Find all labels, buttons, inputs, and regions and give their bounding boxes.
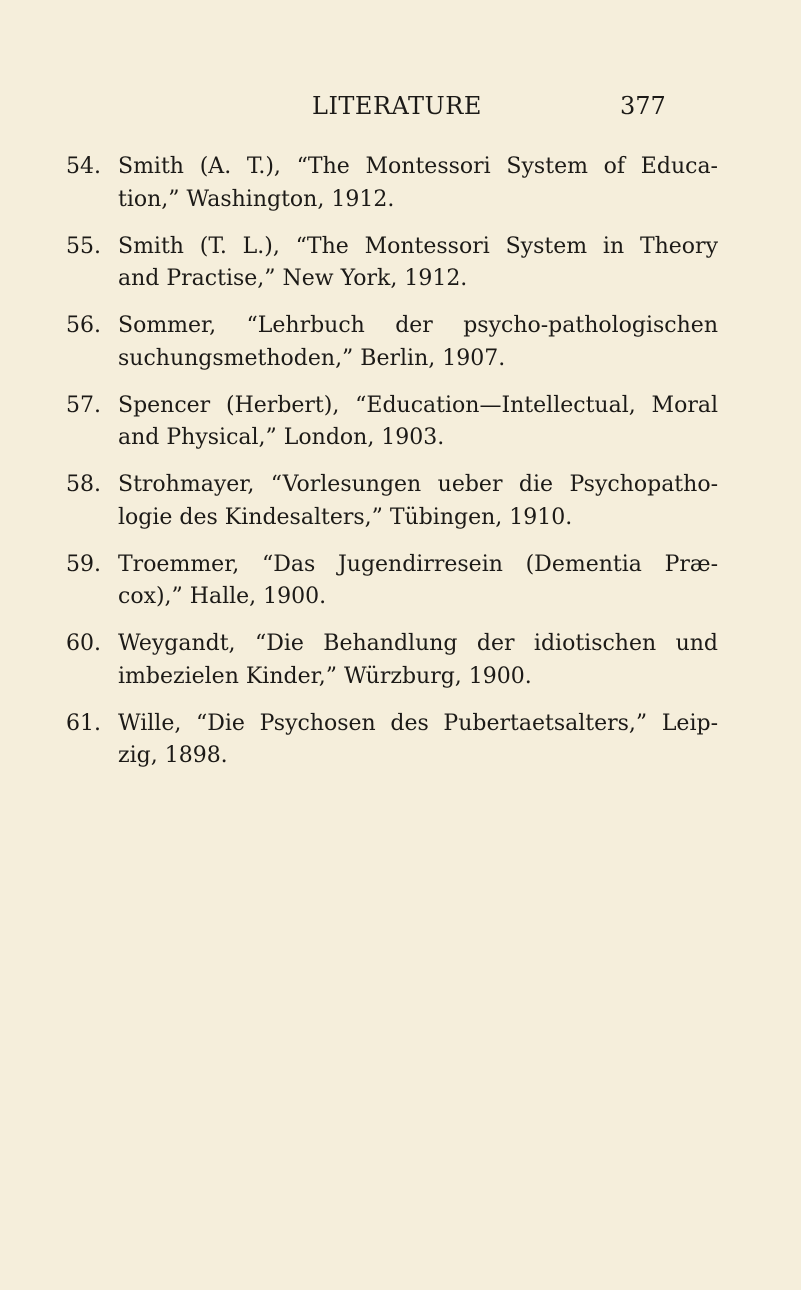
reference-text-line: zig, 1898. xyxy=(118,743,228,768)
reference-text-line: Strohmayer, “Vorlesungen ueber die Psychopatho- xyxy=(118,472,718,497)
page-number: 377 xyxy=(620,92,666,120)
reference-text-line: Spencer (Herbert), “Education—Intellectual, Moral xyxy=(118,392,718,418)
reference-text-line: Smith (T. L.), “The Montessori System in Theory xyxy=(118,233,718,259)
reference-text-line: and Practise,” New York, 1912. xyxy=(118,266,468,291)
reference-entry xyxy=(66,708,718,773)
reference-entry xyxy=(66,469,718,534)
reference-list xyxy=(66,151,718,787)
reference-number: 59. xyxy=(66,551,101,577)
reference-entry xyxy=(66,231,718,296)
page-header xyxy=(0,92,801,126)
reference-number: 58. xyxy=(66,472,101,497)
reference-number: 56. xyxy=(66,313,101,338)
reference-number: 60. xyxy=(66,631,101,656)
reference-entry xyxy=(66,151,718,216)
reference-number: 57. xyxy=(66,392,101,418)
reference-text-line: suchungsmethoden,” Berlin, 1907. xyxy=(118,345,506,371)
reference-text-line: cox),” Halle, 1900. xyxy=(118,584,327,609)
reference-text-line: tion,” Washington, 1912. xyxy=(118,186,395,212)
reference-text-line: Troemmer, “Das Jugendirresein (Dementia Præ- xyxy=(118,551,718,577)
reference-number: 55. xyxy=(66,233,101,259)
reference-text-line: logie des Kindesalters,” Tübingen, 1910. xyxy=(118,504,573,530)
reference-entry xyxy=(66,549,718,614)
reference-text-line: and Physical,” London, 1903. xyxy=(118,425,445,450)
reference-text-line: Smith (A. T.), “The Montessori System of Educa- xyxy=(118,154,718,179)
reference-number: 61. xyxy=(66,710,101,736)
reference-entry xyxy=(66,390,718,455)
reference-text-line: Weygandt, “Die Behandlung der idiotischen und xyxy=(118,631,718,656)
reference-text-line: Wille, “Die Psychosen des Pubertaetsalters,” Leip- xyxy=(118,710,718,736)
running-title: LITERATURE xyxy=(312,92,482,120)
reference-entry xyxy=(66,310,718,375)
reference-text-line: Sommer, “Lehrbuch der psycho-pathologischen xyxy=(118,313,718,338)
reference-entry xyxy=(66,628,718,693)
reference-text-line: imbezielen Kinder,” Würzburg, 1900. xyxy=(118,663,532,689)
reference-number: 54. xyxy=(66,154,101,179)
